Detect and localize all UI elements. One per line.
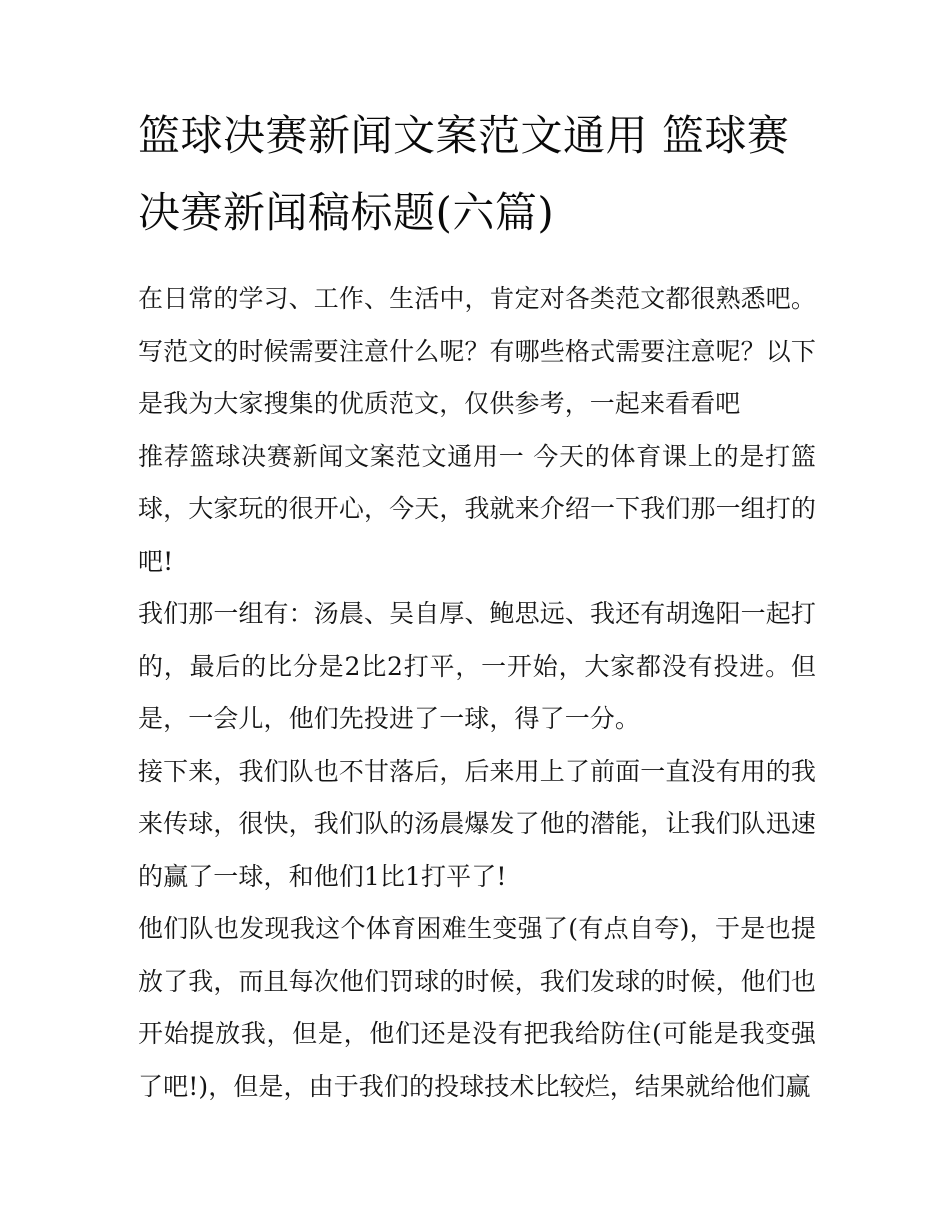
- document-content: [138, 97, 816, 1113]
- document-body: [138, 273, 816, 1113]
- page-title: 篮球决赛新闻文案范文通用 篮球赛决赛新闻稿标题(六篇): [138, 111, 790, 237]
- paragraph-team-roster: 我们那一组有：汤晨、吴自厚、鲍思远、我还有胡逸阳一起打的，最后的比分是2比2打平，一开始，大家都没有投进。但是，一会儿，他们先投进了一球，得了一分。: [138, 599, 816, 733]
- paragraph-defense: 他们队也发现我这个体育困难生变强了(有点自夸)，于是也提放了我，而且每次他们罚球的时候，我们发球的时候，他们也开始提放我，但是，他们还是没有把我给防住(可能是我变强了吧!)，但是，由于我们的投球技术比较烂，结果就给他们赢: [138, 914, 816, 1101]
- paragraph-comeback: 接下来，我们队也不甘落后，后来用上了前面一直没有用的我来传球，很快，我们队的汤晨爆发了他的潜能，让我们队迅速的赢了一球，和他们1比1打平了!: [138, 756, 816, 891]
- paragraph-sample-one: 推荐篮球决赛新闻文案范文通用一 今天的体育课上的是打篮球，大家玩的很开心，今天，我就来介绍一下我们那一组打的吧!: [138, 441, 816, 576]
- paragraph-intro: 在日常的学习、工作、生活中，肯定对各类范文都很熟悉吧。写范文的时候需要注意什么呢？有哪些格式需要注意呢？以下是我为大家搜集的优质范文，仅供参考，一起来看看吧: [138, 284, 816, 418]
